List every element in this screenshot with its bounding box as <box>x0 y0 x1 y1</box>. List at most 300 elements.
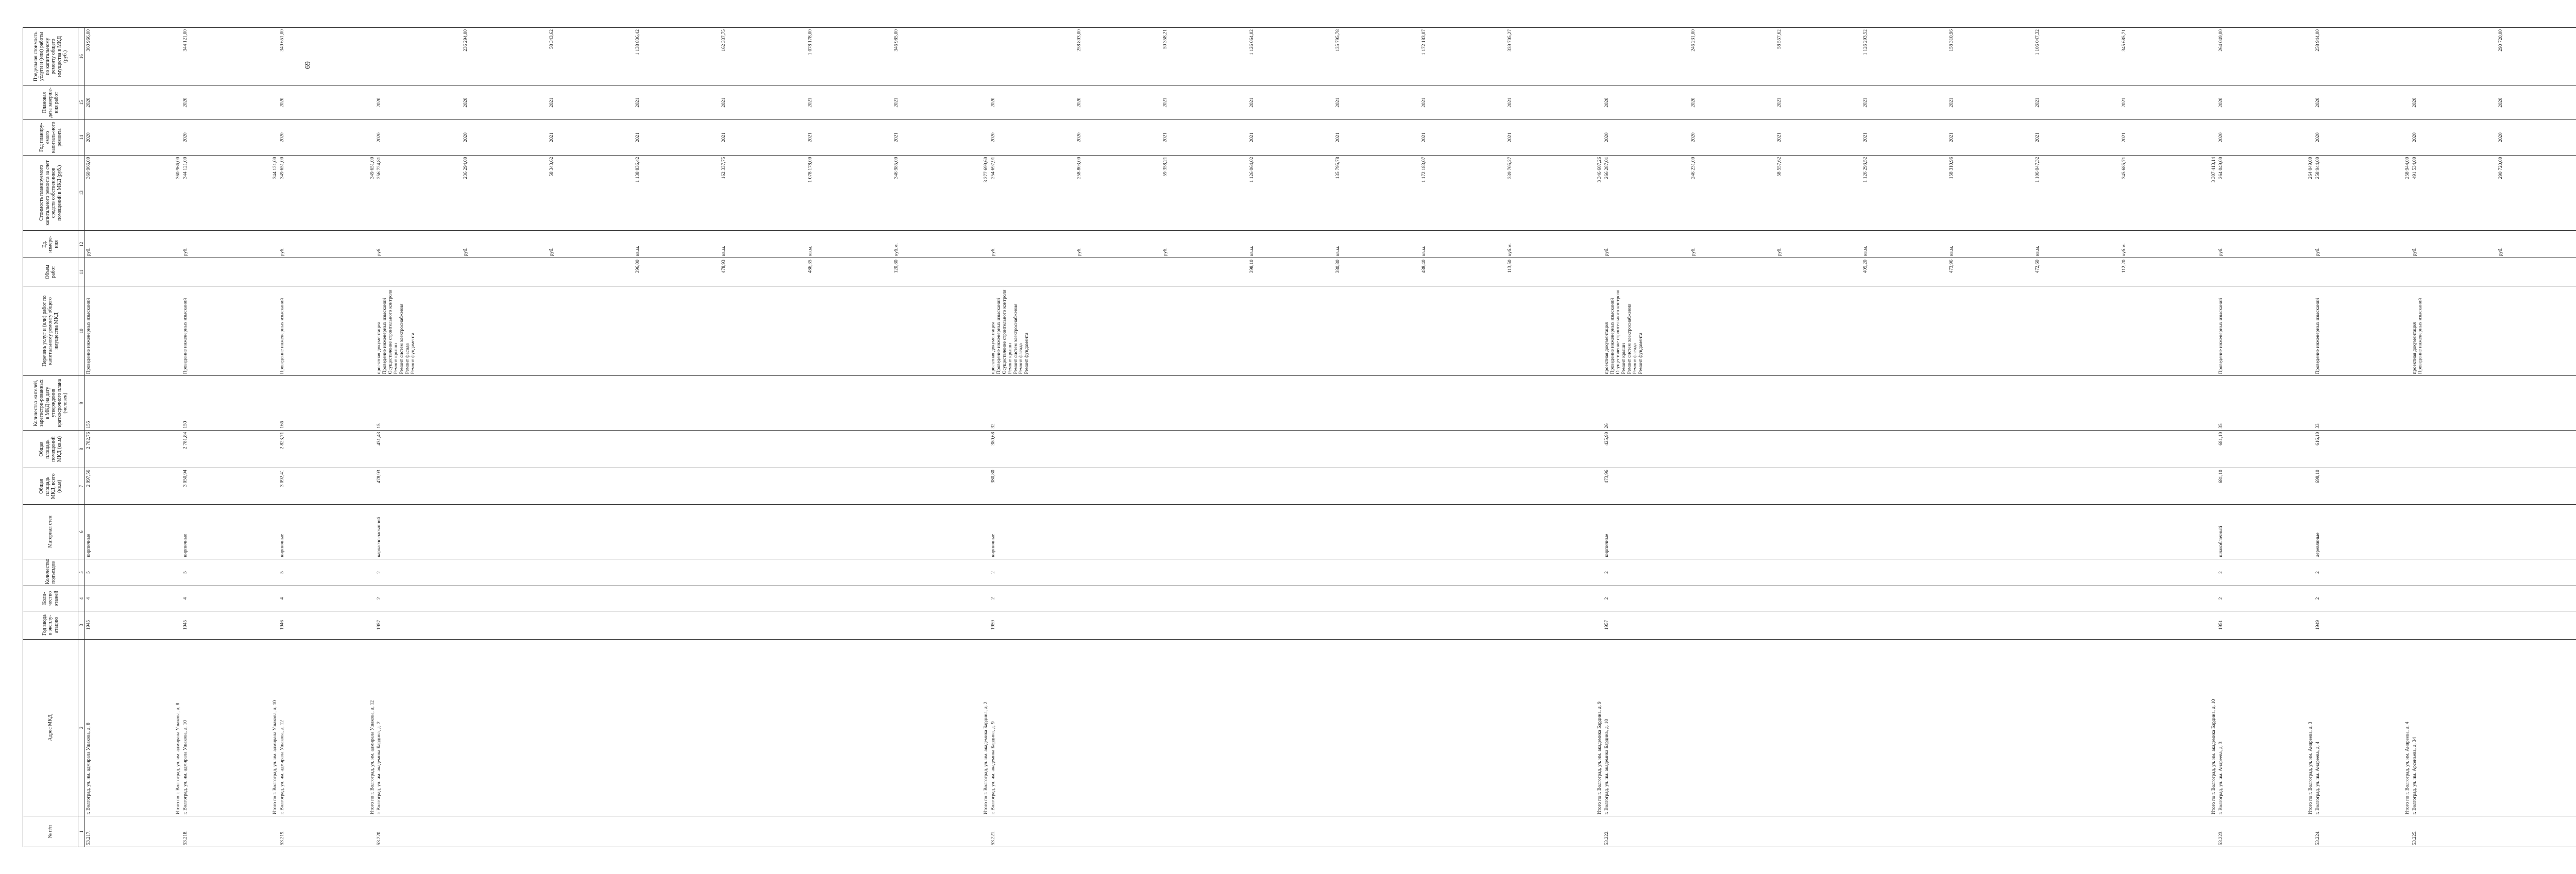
total-label: Итого по г. Волгоград, ул. им. академика Бардина, д. 2 <box>980 639 990 816</box>
work-limit: 58 557,62 <box>1776 29 1782 49</box>
premises-area: 380,68 <box>990 430 1595 468</box>
work-unit <box>182 230 269 258</box>
work-vol: 120,80 <box>893 259 899 273</box>
total-empty <box>1594 85 1603 119</box>
total-empty <box>980 119 990 155</box>
work-date: 2021 <box>1949 97 1955 108</box>
work-limit: 349 651,00 <box>280 29 285 52</box>
work-vol <box>2218 260 2304 284</box>
total-empty <box>2208 816 2217 847</box>
total-empty <box>173 504 182 558</box>
work-cost: 264 049,00 <box>2218 157 2224 179</box>
work-date: 2021 <box>2035 97 2041 108</box>
wall-material: кирпичные <box>182 504 269 558</box>
entrances: 5 <box>279 559 366 586</box>
work-unit: руб. <box>280 247 285 256</box>
work-name: Проведение инженерных изысканий <box>183 298 189 374</box>
total-label: Итого по г. Волгоград, ул. им. Андреева, д. 4 <box>2402 639 2411 816</box>
column-number: 6 <box>78 504 85 558</box>
work-unit <box>2314 230 2402 258</box>
work-list <box>990 286 1595 375</box>
total-cost: 344 121,00 <box>269 155 279 231</box>
total-empty <box>173 286 182 375</box>
work-unit: руб. <box>990 247 996 256</box>
column-number-row <box>78 27 85 847</box>
total-empty <box>2208 586 2217 610</box>
work-cost: 344 121,00 <box>183 157 189 179</box>
work-year: 2021 <box>635 132 641 142</box>
total-empty <box>269 27 279 85</box>
year-built <box>2411 611 2576 639</box>
total-empty <box>2402 611 2411 639</box>
work-list <box>2217 286 2305 375</box>
work-vol <box>183 260 269 284</box>
entrances <box>2411 559 2576 586</box>
capital-repair-table <box>23 27 2576 847</box>
work-date: 2021 <box>1163 97 1168 108</box>
premises-area <box>2411 430 2576 468</box>
premises-area: 425,90 <box>1603 430 2208 468</box>
work-date: 2021 <box>1507 97 1513 108</box>
work-name: Проведение инженерных изысканий <box>1610 298 1616 374</box>
work-limit <box>2412 29 2498 83</box>
work-cost: 58 343,62 <box>549 157 554 177</box>
work-cost: 1 126 293,52 <box>1862 157 1868 183</box>
work-volume <box>2314 258 2402 286</box>
work-unit: кв.м. <box>1249 245 1255 256</box>
work-limit <box>1604 29 1690 83</box>
work-unit: кв.м. <box>807 245 813 256</box>
total-empty <box>2305 816 2314 847</box>
total-empty <box>1594 611 1603 639</box>
total-empty <box>269 286 279 375</box>
work-vol <box>86 260 172 284</box>
residents-count: 32 <box>990 375 1595 430</box>
work-cost: 290 720,00 <box>2498 157 2504 179</box>
address: г. Волгоград, ул. им. адмирала Ушакова, д. 12 <box>279 639 366 816</box>
total-empty <box>1594 430 1603 468</box>
completion-date <box>2217 85 2305 119</box>
total-empty <box>367 286 376 375</box>
column-number: 8 <box>78 430 85 468</box>
floors: 4 <box>85 586 173 610</box>
total-label: Итого по г. Волгоград, ул. им. адмирала Ушакова, д. 10 <box>269 639 279 816</box>
work-date: 2021 <box>893 97 899 108</box>
work-unit <box>2411 230 2576 258</box>
total-empty <box>367 230 376 258</box>
total-empty <box>1594 468 1603 504</box>
row-number: 53.224. <box>2314 816 2402 847</box>
address: г. Волгоград, ул. им. академика Бардина, д. 10 <box>1603 639 2208 816</box>
total-empty <box>1594 286 1603 375</box>
work-name: Ремонт фасада <box>1019 343 1024 374</box>
wall-material: кирпичные <box>85 504 173 558</box>
residents-count: 15 <box>376 375 980 430</box>
column-number: 9 <box>78 375 85 430</box>
work-year: 2020 <box>183 132 189 142</box>
column-header: Плановая дата заверше-ния работ <box>23 85 78 119</box>
total-row <box>173 27 182 847</box>
column-header: № п/п <box>23 816 78 847</box>
work-limit: 1 172 183,07 <box>1421 29 1427 55</box>
work-date: 2021 <box>807 97 813 108</box>
limit-cost <box>990 27 1595 85</box>
work-volume <box>990 258 1595 286</box>
work-vol <box>1604 260 1690 284</box>
work-date: 2021 <box>1421 97 1427 108</box>
work-cost: 1 106 047,32 <box>2035 157 2041 183</box>
year-built: 1945 <box>85 611 173 639</box>
work-unit: кв.м. <box>635 245 641 256</box>
work-cost <box>182 155 269 231</box>
work-year: 2021 <box>1249 132 1255 142</box>
total-empty <box>980 27 990 85</box>
address: г. Волгоград, ул. им. Андреева, д. 3 <box>2217 639 2305 816</box>
year-built: 1951 <box>2217 611 2305 639</box>
work-volume <box>85 258 173 286</box>
work-date: 2020 <box>1077 97 1082 108</box>
total-empty <box>2305 586 2314 610</box>
work-vol: 396,00 <box>635 259 641 273</box>
work-unit: руб. <box>463 247 468 256</box>
total-empty <box>269 816 279 847</box>
wall-material: шлакоблочный <box>2217 504 2305 558</box>
work-date: 2020 <box>377 97 382 108</box>
row-number: 53.217. <box>85 816 173 847</box>
total-empty <box>173 468 182 504</box>
work-cost <box>85 155 173 231</box>
column-number: 2 <box>78 639 85 816</box>
total-empty <box>367 85 376 119</box>
total-empty <box>2305 119 2314 155</box>
work-cost: 1 078 178,00 <box>807 157 813 183</box>
total-empty <box>2305 559 2314 586</box>
entrances: 5 <box>85 559 173 586</box>
work-cost <box>990 155 1595 231</box>
work-date: 2021 <box>635 97 641 108</box>
total-empty <box>2208 85 2217 119</box>
repair-year <box>2217 119 2305 155</box>
total-empty <box>173 85 182 119</box>
work-cost <box>376 155 980 231</box>
total-area: 2 997,56 <box>85 468 173 504</box>
total-empty <box>367 375 376 430</box>
work-name: Проведение инженерных изысканий <box>280 298 285 374</box>
wall-material: кирпичные <box>990 504 1595 558</box>
total-empty <box>2208 468 2217 504</box>
column-number: 4 <box>78 586 85 610</box>
total-empty <box>269 468 279 504</box>
work-name: проектная документация <box>1604 322 1610 374</box>
work-name: Проведение инженерных изысканий <box>86 298 91 374</box>
work-date: 2020 <box>1690 97 1696 108</box>
work-cost <box>1603 155 2208 231</box>
address: г. Волгоград, ул. им. адмирала Ушакова, д. 10 <box>182 639 269 816</box>
work-limit: 290 720,00 <box>2498 29 2504 52</box>
column-header: Количество жителей, зарегистри-рованных в МКД на дату утверждения краткосрочного плана (человек) <box>23 375 78 430</box>
year-built: 1959 <box>990 611 1595 639</box>
work-vol <box>280 260 366 284</box>
work-year: 2020 <box>377 132 382 142</box>
work-cost: 1 172 183,07 <box>1421 157 1427 183</box>
total-empty <box>367 504 376 558</box>
work-year: 2020 <box>1077 132 1082 142</box>
page-number: 69 <box>303 61 312 69</box>
table-row <box>2411 27 2576 847</box>
work-unit: руб. <box>2498 247 2504 256</box>
work-year: 2020 <box>990 132 996 142</box>
work-list <box>376 286 980 375</box>
column-header: Общая площадь помещений МКД (кв.м) <box>23 430 78 468</box>
total-area: 473,96 <box>1603 468 2208 504</box>
work-date: 2020 <box>183 97 189 108</box>
work-limit: 135 795,78 <box>1335 29 1341 52</box>
floors: 2 <box>990 586 1595 610</box>
work-name: Ремонт фундамента <box>1638 332 1643 374</box>
work-unit: кв.м. <box>1421 245 1427 256</box>
address: г. Волгоград, ул. им. Арсеньева, д. 34 <box>2411 639 2576 816</box>
total-empty <box>269 559 279 586</box>
total-empty <box>980 611 990 639</box>
work-unit: руб. <box>2315 247 2320 256</box>
work-year: 2021 <box>2035 132 2041 142</box>
work-volume <box>1603 258 2208 286</box>
total-empty <box>2402 375 2411 430</box>
repair-year <box>2314 119 2402 155</box>
total-empty <box>269 258 279 286</box>
column-number: 16 <box>78 27 85 85</box>
total-empty <box>980 85 990 119</box>
work-unit: кв.м. <box>2035 245 2041 256</box>
year-built: 1945 <box>182 611 269 639</box>
work-name: Ремонт систем электроснабжения <box>399 303 405 374</box>
work-unit <box>2217 230 2305 258</box>
row-number: 53.222. <box>1603 816 2208 847</box>
column-header: Объем работ <box>23 258 78 286</box>
work-date: 2021 <box>721 97 727 108</box>
total-empty <box>173 258 182 286</box>
work-name: Ремонт фасада <box>405 343 411 374</box>
total-empty <box>980 816 990 847</box>
work-unit <box>376 230 980 258</box>
work-name: Осуществление строительного контроля <box>1616 289 1621 374</box>
column-header: Год ввода в эксплу-атацию <box>23 611 78 639</box>
column-number: 15 <box>78 85 85 119</box>
total-empty <box>173 611 182 639</box>
work-unit <box>990 230 1595 258</box>
total-empty <box>2305 611 2314 639</box>
total-empty <box>269 375 279 430</box>
column-number: 13 <box>78 155 85 231</box>
year-built: 1957 <box>376 611 980 639</box>
total-empty <box>2305 230 2314 258</box>
work-unit: кв.м. <box>1335 245 1341 256</box>
total-area <box>2411 468 2576 504</box>
total-empty <box>367 816 376 847</box>
work-year: 2021 <box>549 132 554 142</box>
work-list <box>2411 286 2576 375</box>
work-name: Осуществление строительного контроля <box>388 289 394 374</box>
repair-year <box>376 119 980 155</box>
repair-year <box>182 119 269 155</box>
work-unit: руб. <box>1077 247 1082 256</box>
work-unit <box>279 230 366 258</box>
work-limit: 162 337,75 <box>721 29 727 52</box>
work-unit: руб. <box>1604 247 1610 256</box>
work-limit: 1 106 047,32 <box>2035 29 2041 55</box>
row-number: 53.221. <box>990 816 1595 847</box>
work-date: 2020 <box>280 97 285 108</box>
column-header: Ед. измере-ния <box>23 230 78 258</box>
total-empty <box>367 119 376 155</box>
total-cost: 3 277 699,60 <box>980 155 990 231</box>
residents-count: 150 <box>182 375 269 430</box>
total-empty <box>1594 375 1603 430</box>
work-vol <box>549 260 635 284</box>
completion-date <box>1603 85 2208 119</box>
work-vol <box>2498 260 2576 284</box>
work-vol <box>1163 260 1249 284</box>
work-year: 2020 <box>2498 132 2504 142</box>
total-label: Итого по г. Волгоград, ул. им. адмирала Ушакова, д. 12 <box>367 639 376 816</box>
floors: 2 <box>376 586 980 610</box>
total-cost: 3 307 413,14 <box>2208 155 2217 231</box>
work-cost: 258 944,00 <box>2315 157 2320 179</box>
work-cost: 491 534,00 <box>2412 157 2418 179</box>
total-empty <box>2208 504 2217 558</box>
column-number: 11 <box>78 258 85 286</box>
total-empty <box>173 559 182 586</box>
row-number: 53.220. <box>376 816 980 847</box>
total-label: Итого по г. Волгоград, ул. им. Андреева, д. 3 <box>2305 639 2314 816</box>
total-empty <box>2402 468 2411 504</box>
table-row <box>2314 27 2402 847</box>
total-empty <box>269 504 279 558</box>
work-name: Ремонт систем электроснабжения <box>1013 303 1019 374</box>
work-limit: 264 049,00 <box>2218 29 2224 52</box>
limit-cost <box>182 27 269 85</box>
total-empty <box>1594 816 1603 847</box>
floors: 2 <box>2217 586 2305 610</box>
year-built: 1949 <box>2314 611 2402 639</box>
total-area: 681,10 <box>2217 468 2305 504</box>
column-header: Коли-чество этажей <box>23 586 78 610</box>
work-name: Проведение инженерных изысканий <box>2417 298 2423 374</box>
table-row <box>376 27 980 847</box>
work-cost <box>2314 155 2402 231</box>
table-body <box>85 27 2576 847</box>
work-limit: 1 138 836,42 <box>635 29 641 55</box>
header-row <box>23 27 78 847</box>
premises-area: 2 781,84 <box>182 430 269 468</box>
work-cost: 345 685,71 <box>2121 157 2127 179</box>
work-year: 2021 <box>1862 132 1868 142</box>
work-unit: кв.м. <box>721 245 727 256</box>
total-empty <box>1594 119 1603 155</box>
table-row <box>2217 27 2305 847</box>
floors <box>2411 586 2576 610</box>
work-year: 2021 <box>1507 132 1513 142</box>
total-empty <box>367 559 376 586</box>
work-year: 2021 <box>1163 132 1168 142</box>
total-empty <box>2402 586 2411 610</box>
total-empty <box>2208 611 2217 639</box>
work-date: 2020 <box>990 97 996 108</box>
work-date: 2021 <box>1862 97 1868 108</box>
work-date: 2021 <box>1249 97 1255 108</box>
repair-year <box>990 119 1595 155</box>
total-empty <box>269 611 279 639</box>
total-empty <box>2305 85 2314 119</box>
total-empty <box>2402 119 2411 155</box>
floors: 2 <box>2314 586 2402 610</box>
limit-cost <box>376 27 980 85</box>
total-empty <box>2402 85 2411 119</box>
total-empty <box>1594 230 1603 258</box>
total-row <box>2305 27 2314 847</box>
work-vol: 478,93 <box>721 259 727 273</box>
work-limit: 158 310,96 <box>1949 29 1955 52</box>
column-header: Количество подъездов <box>23 559 78 586</box>
premises-area: 681,10 <box>2217 430 2305 468</box>
total-empty <box>2402 27 2411 85</box>
work-name: Ремонт крыши <box>394 342 399 374</box>
total-empty <box>980 468 990 504</box>
total-cost: 258 944,00 <box>2402 155 2411 231</box>
column-number: 12 <box>78 230 85 258</box>
repair-year <box>1603 119 2208 155</box>
residents-count: 155 <box>85 375 173 430</box>
work-cost: 1 138 836,42 <box>635 157 641 183</box>
total-empty <box>2402 230 2411 258</box>
work-volume <box>182 258 269 286</box>
total-empty <box>2208 27 2217 85</box>
total-empty <box>2208 230 2217 258</box>
residents-count <box>2411 375 2576 430</box>
total-row <box>980 27 990 847</box>
work-name: Проведение инженерных изысканий <box>2315 298 2320 374</box>
row-number: 53.219. <box>279 816 366 847</box>
work-unit: руб. <box>1163 247 1168 256</box>
total-row <box>269 27 279 847</box>
column-number: 14 <box>78 119 85 155</box>
work-limit: 1 126 293,52 <box>1862 29 1868 55</box>
work-list <box>1603 286 2208 375</box>
table-row <box>990 27 1595 847</box>
repair-plan-sheet <box>23 27 2504 847</box>
total-empty <box>980 286 990 375</box>
work-cost <box>2217 155 2305 231</box>
limit-cost <box>279 27 366 85</box>
total-area: 478,93 <box>376 468 980 504</box>
work-unit: куб.м. <box>2121 243 2127 256</box>
work-year: 2020 <box>1690 132 1696 142</box>
total-empty <box>2305 504 2314 558</box>
work-unit: руб. <box>183 247 189 256</box>
premises-area: 2 823,71 <box>279 430 366 468</box>
work-vol <box>1777 260 1863 284</box>
work-limit: 246 231,00 <box>1690 29 1696 52</box>
total-row <box>1594 27 1603 847</box>
work-limit: 345 685,71 <box>2121 29 2127 52</box>
work-year: 2020 <box>86 132 91 142</box>
work-limit: 360 966,00 <box>86 29 91 52</box>
work-vol: 380,80 <box>1335 259 1341 273</box>
work-unit: руб. <box>549 247 554 256</box>
wall-material: деревянные <box>2314 504 2402 558</box>
premises-area: 431,43 <box>376 430 980 468</box>
row-number: 53.225. <box>2411 816 2576 847</box>
